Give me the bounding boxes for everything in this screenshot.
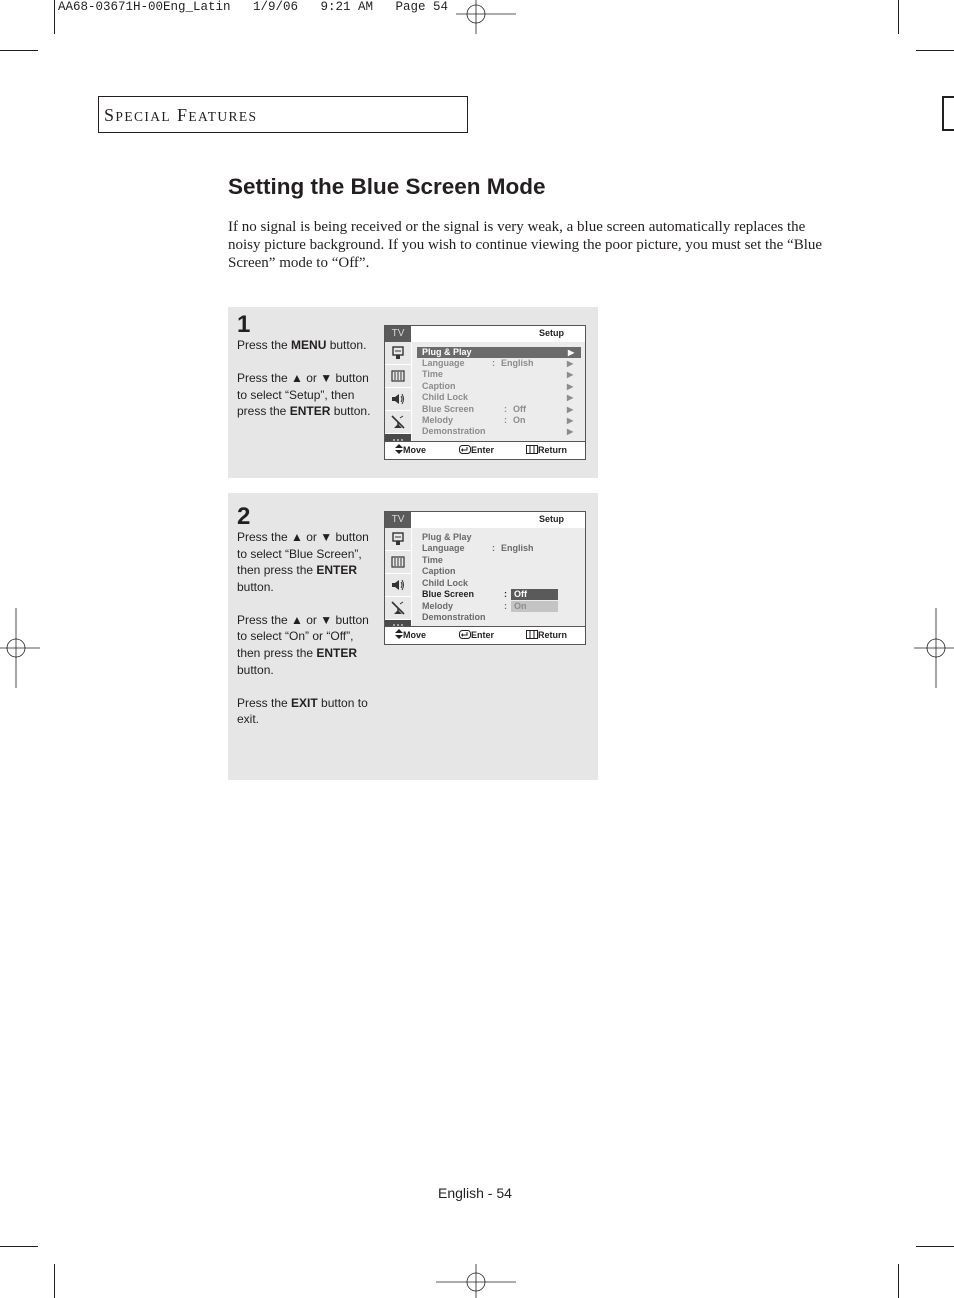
osd-tv-label: TV [385, 512, 411, 528]
antenna-channel-icon[interactable] [385, 597, 411, 620]
speaker-icon[interactable] [385, 574, 411, 597]
osd-menu-item-child-lock[interactable]: Child Lock ▶ [422, 392, 574, 402]
print-header: AA68-03671H-00Eng_Latin 1/9/06 9:21 AM Page 54 [58, 0, 449, 14]
osd-menu-item-language[interactable]: Language : English ▶ [422, 358, 574, 368]
chevron-right-icon: ▶ [567, 405, 574, 414]
return-hint: Return [526, 442, 538, 458]
crop-mark [916, 1246, 954, 1247]
chevron-right-icon: ▶ [567, 427, 574, 436]
osd-menu-item-caption[interactable]: Caption ▶ [422, 381, 574, 391]
page-title: Setting the Blue Screen Mode [228, 174, 546, 199]
osd-sidebar [385, 342, 411, 443]
osd-blue-screen-menu [384, 511, 586, 645]
crop-mark [0, 1246, 38, 1247]
osd-menu-item-caption[interactable]: Caption [422, 566, 456, 576]
option-off-selected[interactable]: Off [511, 589, 558, 600]
osd-menu-item-demonstration[interactable]: Demonstration ▶ [422, 426, 574, 436]
osd-menu-item-language[interactable]: Language : English [422, 543, 534, 553]
enter-icon [459, 630, 471, 639]
step-1-instructions [237, 337, 375, 436]
chevron-right-icon: ▶ [568, 348, 575, 357]
crop-mark [0, 50, 38, 51]
chevron-right-icon: ▶ [567, 393, 574, 402]
speaker-icon[interactable] [385, 388, 411, 411]
step-2-number: 2 [237, 503, 251, 530]
osd-menu-item-plug-and-play[interactable]: Plug & Play [422, 532, 472, 542]
picture-icon[interactable] [385, 342, 411, 365]
step-2-instructions [237, 529, 375, 744]
section-title: SPECIAL FEATURES [104, 105, 258, 125]
crop-mark [54, 1264, 55, 1298]
registration-mark-icon [914, 608, 954, 688]
osd-menu-item-plug-and-play[interactable]: Plug & Play ▶ [417, 347, 581, 358]
return-icon [526, 630, 538, 639]
osd-menu-title: Setup [539, 328, 565, 338]
registration-mark-icon [456, 0, 516, 34]
step-1-paragraph: Press the MENU button. [237, 338, 367, 352]
enter-hint: Enter [459, 442, 471, 458]
page-number: English - 54 [438, 1185, 512, 1201]
osd-setup-menu [384, 325, 586, 460]
move-hint: Move [395, 627, 403, 643]
osd-footer [385, 626, 585, 644]
sound-equalizer-icon[interactable] [385, 365, 411, 388]
return-icon [526, 445, 538, 454]
registration-mark-icon [436, 1264, 516, 1298]
step-1-paragraph: Press the ▲ or ▼ button to select “Setup”, then press the ENTER button. [237, 370, 371, 419]
chapter-tab [942, 96, 954, 131]
osd-footer [385, 441, 585, 459]
antenna-channel-icon[interactable] [385, 411, 411, 434]
enter-hint: Enter [459, 627, 471, 643]
osd-menu-item-time[interactable]: Time [422, 555, 443, 565]
up-down-arrows-icon [395, 444, 403, 454]
crop-mark [898, 1264, 899, 1298]
up-down-arrows-icon [395, 629, 403, 639]
step-2-paragraph: Press the EXIT button to exit. [237, 695, 368, 727]
crop-mark [54, 0, 55, 34]
osd-menu-item-blue-screen[interactable]: Blue Screen : Off ▶ [422, 404, 574, 414]
chevron-right-icon: ▶ [567, 359, 574, 368]
step-2-paragraph: Press the ▲ or ▼ button to select “Blue Screen”, then press the ENTER button. [237, 530, 369, 594]
step-2-paragraph: Press the ▲ or ▼ button to select “On” or “Off”, then press the ENTER button. [237, 612, 369, 677]
osd-menu-item-melody[interactable]: Melody : On ▶ [422, 415, 574, 425]
osd-sidebar [385, 528, 411, 628]
chevron-right-icon: ▶ [567, 416, 574, 425]
osd-tv-label: TV [385, 326, 411, 342]
osd-menu-item-blue-screen[interactable]: Blue Screen : [422, 589, 507, 599]
chevron-right-icon: ▶ [567, 370, 574, 379]
osd-menu-list [412, 342, 585, 442]
registration-mark-icon [0, 608, 40, 688]
sound-equalizer-icon[interactable] [385, 551, 411, 574]
osd-menu-title: Setup [539, 514, 565, 524]
intro-paragraph: If no signal is being received or the signal is very weak, a blue screen automatically replaces the noisy picture background. If you wish to continue viewing the poor picture, you must set the “Blue Screen” mode to “Off”. [228, 219, 823, 272]
move-hint: Move [395, 442, 403, 458]
osd-menu-item-demonstration[interactable]: Demonstration [422, 612, 486, 622]
option-on[interactable]: On [511, 601, 558, 612]
crop-mark [916, 50, 954, 51]
osd-menu-list [412, 528, 585, 628]
crop-mark [898, 0, 899, 34]
chevron-right-icon: ▶ [567, 382, 574, 391]
osd-menu-item-child-lock[interactable]: Child Lock [422, 578, 469, 588]
osd-menu-item-time[interactable]: Time ▶ [422, 369, 574, 379]
osd-menu-item-melody[interactable]: Melody : [422, 601, 507, 611]
picture-icon[interactable] [385, 528, 411, 551]
enter-icon [459, 445, 471, 454]
return-hint: Return [526, 627, 538, 643]
step-1-number: 1 [237, 311, 251, 338]
